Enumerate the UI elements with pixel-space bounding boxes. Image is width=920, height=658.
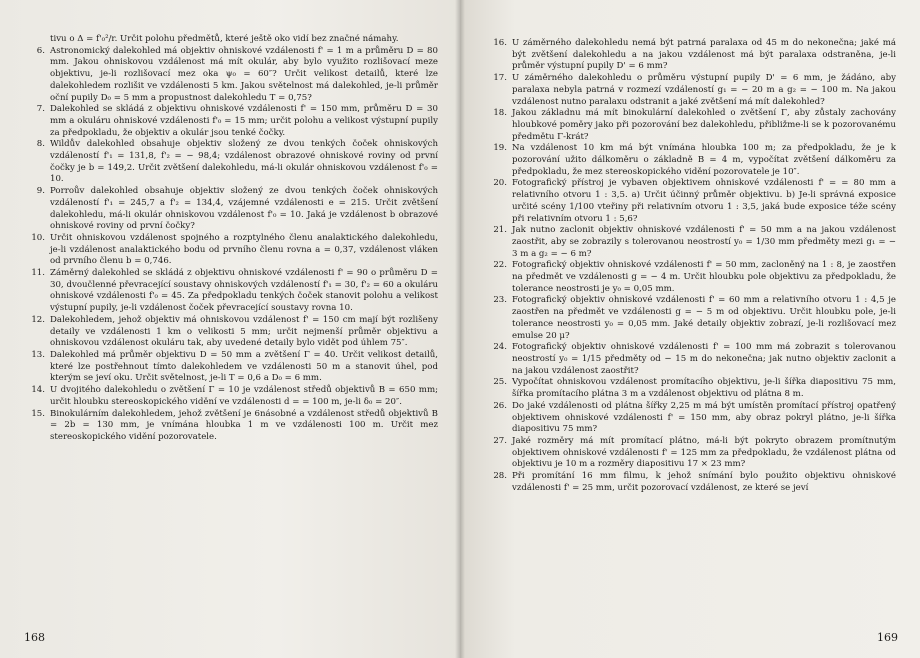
problem-text: U záměrného dalekohledu nemá být patrná paralaxa od 45 m do nekonečna; jaké má být zvětšení dalekohledu a na jakou vzdálenost má být paralaxa odstraněna, je-li průměr výstupní pupily D' = 6 mm?	[512, 38, 896, 72]
problem-item	[490, 342, 896, 377]
left-problem-list	[28, 34, 438, 444]
problem-item	[28, 186, 438, 233]
problem-number: 27.	[493, 435, 507, 446]
problem-item	[28, 385, 438, 408]
problem-text: U záměrného dalekohledu o průměru výstupní pupily D' = 6 mm, je žádáno, aby paralaxa nebyla patrná v rozmezí vzdáleností g₁ = − 20 m a g₂ = − 100 m. Na jakou vzdálenost nutno paralaxu odstranit a jaké zvětšení má mít dalekohled?	[512, 73, 896, 107]
right-page	[460, 0, 920, 658]
problem-text: U dvojitého dalekohledu o zvětšení Γ = 10 je vzdálenost středů objektivů B = 650 mm; určit hloubku stereoskopického vidění ve vzdálenosti d = = 100 m, je-li δ₀ = 20″.	[50, 385, 438, 407]
problem-item	[28, 233, 438, 268]
problem-number: 28.	[493, 471, 507, 482]
problem-text: Záměrný dalekohled se skládá z objektivu ohniskové vzdálenosti f' = 90 o průměru D = 30, dvoučlenné převracející soustavy ohniskových vzdáleností f'₁ = 30, f'₂ = 60 a okuláru ohniskové vzdálenosti f'₀ = 45. Za předpokladu tenkých čoček stanovit polohu a velikost výstupní pupily, je-li vzdálenost čoček převracející soustavy rovna 10.	[50, 268, 438, 314]
problem-number: 18.	[493, 108, 507, 119]
problem-text: Dalekohled se skládá z objektivu ohniskové vzdálenosti f' = 150 mm, průměru D = 30 mm a okuláru ohniskové vzdálenosti f'₀ = 15 mm; určit polohu a velikost výstupní pupily za předpokladu, že objektiv a okulár jsou tenké čočky.	[50, 104, 438, 138]
problem-item	[490, 73, 896, 108]
problem-item	[490, 108, 896, 143]
problem-item	[28, 139, 438, 186]
problem-text: Astronomický dalekohled má objektiv ohniskové vzdálenosti f' = 1 m a průměru D = 80 mm. Jakou ohniskovou vzdálenost má mít okulár, aby bylo využito rozlišovací meze objektivu, je-li rozlišovací mez oka ψ₀ = 60″? Určit velikost detailů, které lze dalekohledem rozlišit ve vzdálenosti 5 km. Jakou světelnost má dalekohled, je-li průměr oční pupily D₀ = 5 mm a propustnost dalekohledu T = 0,75?	[50, 45, 438, 103]
problem-text: Jaké rozměry má mít promítací plátno, má-li být pokryto obrazem promítnutým objektivem ohniskové vzdálenosti f' = 125 mm za předpokladu, že vzdálenost plátna od objektivu je 10 m a rozměry diapositivu 17 × 23 mm?	[512, 435, 896, 470]
problem-text: Jakou základnu má mít binokulární dalekohled o zvětšení Γ, aby zůstaly zachovány hloubkové poměry jako při pozorování bez dalekohledu, přibližme-li se k pozorovanému předmětu Γ-krát?	[512, 108, 896, 142]
problem-text: Fotografický přístroj je vybaven objektivem ohniskové vzdálenosti f' = = 80 mm a relativního otvoru 1 : 3,5. a) Určit účinný průměr objektivu. b) Je-li správná exposice určité scény 1/100 vteřiny při relativním otvoru 1 : 3,5, jaká bude exposice téže scény při relativním otvoru 1 : 5,6?	[512, 178, 896, 224]
problem-item	[28, 46, 438, 105]
problem-number: 24.	[493, 342, 507, 353]
problem-text: Dalekohled má průměr objektivu D = 50 mm a zvětšení Γ = 40. Určit velikost detailů, které lze postřehnout tímto dalekohledem ve vzdálenosti 50 m a stanovit úhel, pod kterým se jeví oku. Určit světelnost, je-li T = 0,6 a D₀ = 6 mm.	[50, 349, 438, 384]
problem-item	[490, 260, 896, 295]
problem-number: 26.	[493, 400, 507, 411]
problem-number: 19.	[493, 143, 507, 154]
problem-number: 14.	[31, 385, 45, 396]
problem-number: 12.	[31, 314, 45, 325]
problem-number: 21.	[493, 225, 507, 236]
problem-number: 23.	[493, 295, 507, 306]
problem-item	[490, 377, 896, 400]
problem-text: Vypočítat ohniskovou vzdálenost promítacího objektivu, je-li šířka diapositivu 75 mm, šířka promítacího plátna 3 m a vzdálenost objektivu od plátna 8 m.	[512, 377, 896, 400]
problem-text: Fotografický objektiv ohniskové vzdálenosti f' = 60 mm a relativního otvoru 1 : 4,5 je zaostřen na předmět ve vzdálenosti g = − 5 m od objektivu. Určit hloubku pole, je-li tolerance neostrosti y₀ = 0,05 mm. Jaké detaily objektiv zobrazí, je-li rozlišovací mez emulse 20 μ?	[512, 295, 896, 341]
problem-text: Porroův dalekohled obsahuje objektiv složený ze dvou tenkých čoček ohniskových vzdáleností f'₁ = 245,7 a f'₂ = 134,4, vzájemné vzdálenosti e = 215. Určit zvětšení dalekohledu, má-li okulár ohniskovou vzdálenost f'₀ = 10. Jaká je vzdálenost b obrazové ohniskové roviny od první čočky?	[50, 186, 438, 232]
problem-text: Jak nutno zaclonit objektiv ohniskové vzdálenosti f' = 50 mm a na jakou vzdálenost zaostřit, aby se zobrazily s tolerovanou neostrostí y₀ = 1/30 mm předměty mezi g₁ = − 3 m a g₂ = − 6 m?	[512, 225, 896, 259]
problem-item	[490, 401, 896, 436]
right-problem-list	[490, 38, 896, 494]
page-number: 169	[877, 631, 898, 644]
problem-number: 6.	[36, 45, 45, 56]
problem-number: 20.	[493, 178, 507, 189]
problem-text: Do jaké vzdálenosti od plátna šířky 2,25 m má být umístěn promítací přístroj opatřený objektivem ohniskové vzdálenosti f' = 150 mm, aby obraz pokryl plátno, je-li šířka diapositivu 75 mm?	[512, 400, 896, 435]
problem-text: Fotografický objektiv ohniskové vzdálenosti f' = 100 mm má zobrazit s tolerovanou neostrostí y₀ = 1/15 předměty od − 15 m do nekonečna; jak nutno objektiv zaclonit a na jakou vzdálenost zaostřit?	[512, 342, 896, 376]
continued-text-body: tivu o Δ = f'₀²/r. Určit polohu předmětů, které ještě oko vidí bez značné námahy.	[50, 34, 399, 44]
problem-item	[28, 104, 438, 139]
problem-item	[490, 38, 896, 73]
problem-item	[490, 295, 896, 342]
problem-text: Fotografický objektiv ohniskové vzdálenosti f' = 50 mm, zacloněný na 1 : 8, je zaostřen na předmět ve vzdálenosti g = − 4 m. Určit hloubku pole objektivu za předpokladu, že tolerance neostrosti je y₀ = 0,05 mm.	[512, 260, 896, 294]
page-number: 168	[24, 631, 45, 644]
problem-text: Dalekohledem, jehož objektiv má ohniskovou vzdálenost f' = 150 cm mají být rozlišeny detaily ve vzdálenosti 1 km o velikosti 5 mm; určit nejmenší průměr objektivu a ohniskovou vzdálenost okuláru tak, aby uvedené detaily bylo vidět pod úhlem 75″.	[50, 314, 438, 349]
problem-number: 22.	[493, 260, 507, 271]
problem-number: 25.	[493, 377, 507, 388]
problem-item	[490, 178, 896, 225]
problem-text: Určit ohniskovou vzdálenost spojného a rozptylného členu analaktického dalekohledu, je-li vzdálenost analaktického bodu od prvního členu rovna a = 0,37, vzdálenost vláken od prvního členu b = 0,746.	[50, 232, 438, 267]
problem-item	[28, 315, 438, 350]
problem-item	[490, 225, 896, 260]
problem-text: Na vzdálenost 10 km má být vnímána hloubka 100 m; za předpokladu, že je k pozorování užito dálkoměru o základně B = 4 m, vypočítat zvětšení dálkoměru za předpokladu, že mez stereoskopického vidění pozorovatele je 10″.	[512, 143, 896, 177]
problem-text: Binokulárním dalekohledem, jehož zvětšení je 6násobné a vzdálenost středů objektivů B = 2b = 130 mm, je vnímána hloubka 1 m ve vzdálenosti 100 m. Určit mez stereoskopického vidění pozorovatele.	[50, 408, 438, 442]
problem-number: 17.	[493, 73, 507, 84]
problem-item	[28, 409, 438, 444]
problem-number: 8.	[36, 139, 45, 150]
problem-number: 10.	[31, 232, 45, 243]
problem-text: Wildův dalekohled obsahuje objektiv složený ze dvou tenkých čoček ohniskových vzdáleností f'₁ = 131,8, f'₂ = − 98,4; vzdálenost obrazové ohniskové roviny od první čočky je b = 149,2. Určit zvětšení dalekohledu, má-li okulár ohniskovou vzdálenost f'₀ = 10.	[50, 139, 438, 185]
problem-text: Při promítání 16 mm filmu, k jehož snímání bylo použito objektivu ohniskové vzdálenosti f' = 25 mm, určit pozorovací vzdálenost, ze které se jeví	[512, 471, 896, 493]
problem-item	[28, 268, 438, 315]
problem-item	[490, 471, 896, 494]
problem-number: 16.	[493, 38, 507, 48]
problem-number: 13.	[31, 349, 45, 360]
problem-number: 9.	[36, 186, 45, 197]
problem-number: 15.	[31, 408, 45, 419]
problem-item	[490, 143, 896, 178]
problem-item	[28, 350, 438, 385]
problem-number: 11.	[31, 268, 45, 279]
problem-number: 7.	[36, 104, 45, 115]
problem-item	[490, 436, 896, 471]
continued-text	[28, 34, 438, 46]
